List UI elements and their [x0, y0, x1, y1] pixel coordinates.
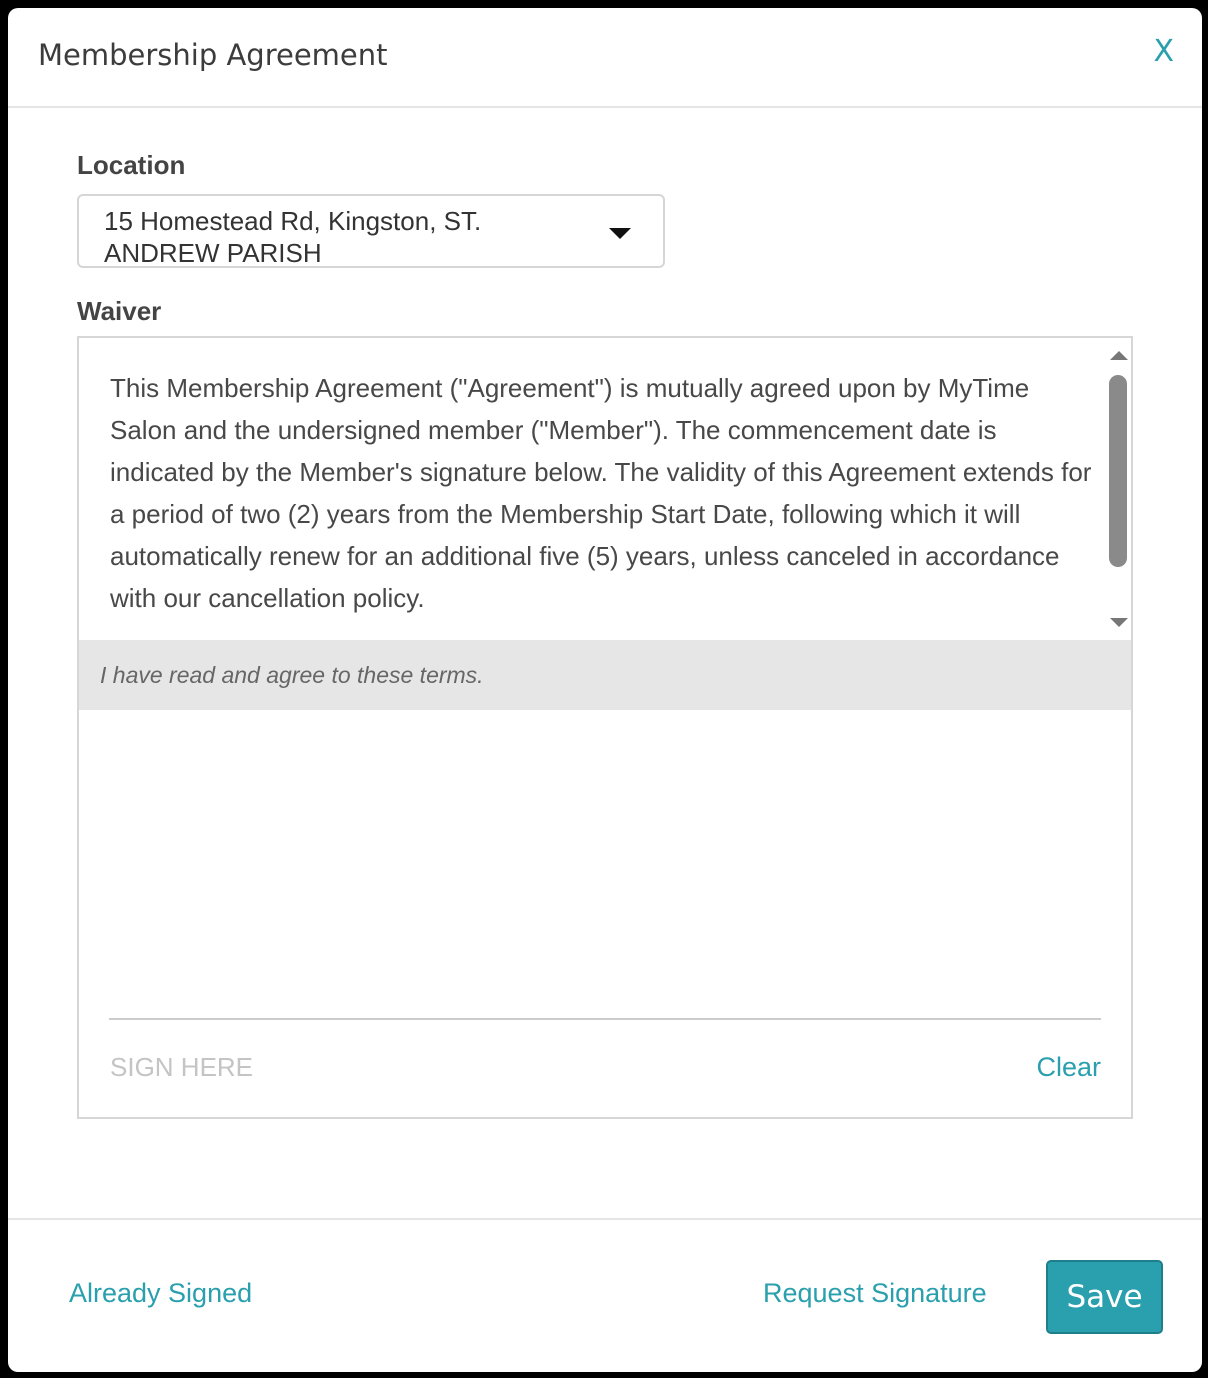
waiver-text: This Membership Agreement ("Agreement") is mutually agreed upon by MyTime Salon and the undersigned member ("Member"). The commencement date is indicated by the Member's signature below. The validity of this Agreement extends for a period of two (2) years from the Membership Start Date, following which it will automatically renew for an additional five (5) years, unless canceled in accordance with our cancellation policy. [110, 373, 1092, 613]
sign-here-label: SIGN HERE [110, 1052, 254, 1082]
waiver-label: Waiver [77, 296, 162, 326]
save-button[interactable]: Save [1046, 1260, 1163, 1334]
request-signature-link[interactable]: Request Signature [763, 1278, 987, 1308]
location-selected-value: 15 Homestead Rd, Kingston, ST. ANDREW PARISH [104, 206, 482, 268]
modal-header [8, 8, 1202, 108]
agree-terms-bar [79, 640, 1131, 710]
location-select[interactable] [77, 194, 665, 268]
waiver-scrollbar[interactable] [1105, 338, 1131, 640]
signature-line [109, 1018, 1101, 1020]
signature-pad[interactable] [79, 710, 1131, 1117]
membership-agreement-modal [8, 8, 1202, 1372]
close-icon[interactable]: X [1153, 34, 1174, 69]
scroll-down-arrow-icon[interactable] [1110, 618, 1128, 627]
scroll-up-arrow-icon[interactable] [1110, 351, 1128, 360]
waiver-text-scroll-area[interactable] [79, 338, 1131, 640]
modal-footer [8, 1218, 1202, 1372]
chevron-down-icon [609, 228, 631, 239]
waiver-box [77, 336, 1133, 1119]
scroll-thumb[interactable] [1109, 375, 1127, 567]
already-signed-link[interactable]: Already Signed [69, 1278, 253, 1308]
agree-terms-text: I have read and agree to these terms. [100, 662, 484, 688]
clear-signature-button[interactable]: Clear [1036, 1052, 1101, 1082]
modal-title: Membership Agreement [38, 38, 388, 72]
location-label: Location [77, 150, 186, 180]
